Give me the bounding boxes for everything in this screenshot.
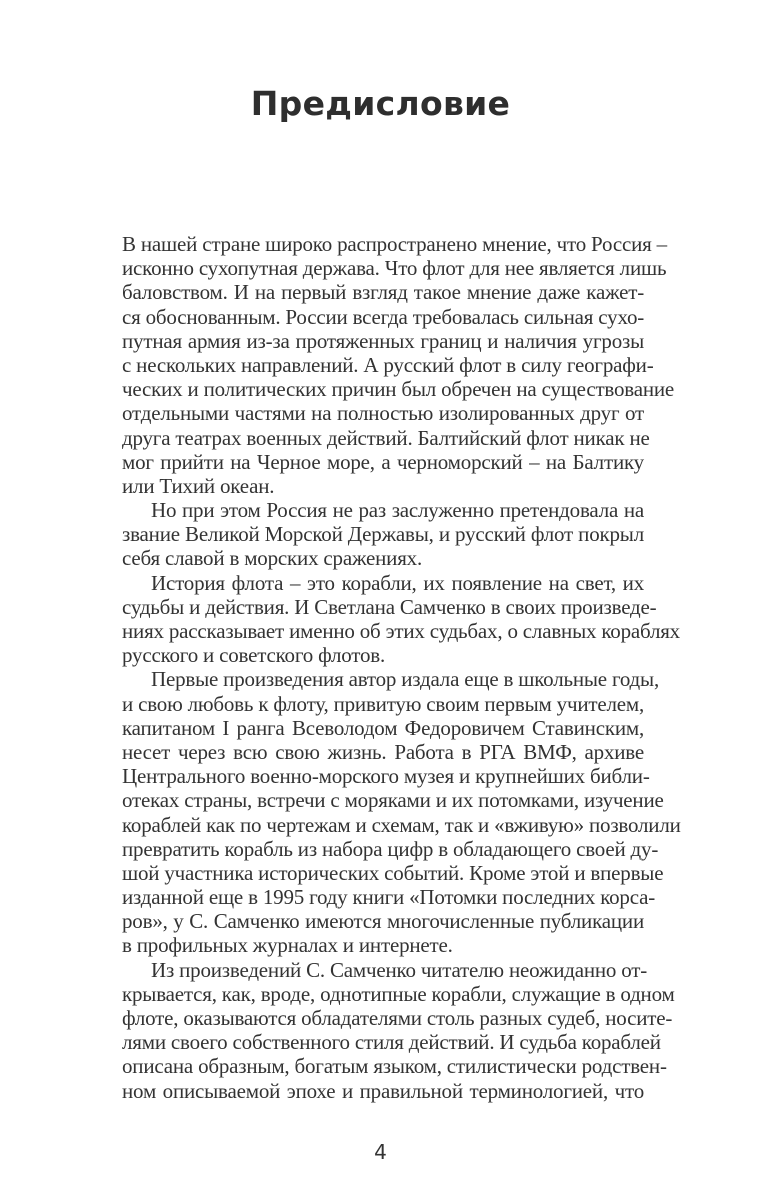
text-line: описана образным, богатым языком, стилистически родствен- [122,1054,667,1079]
text-line: и свою любовь к флоту, привитую своим первым учителем, [122,691,644,716]
text-line: Но при этом Россия не раз заслуженно претендовала на [151,498,644,523]
text-line: ном описываемой эпохе и правильной терминологией, что [122,1078,644,1103]
text-line: ческих и политических причин был обречен на существование [122,377,675,402]
paragraph [122,232,675,498]
text-line: кораблей как по чертежам и схемам, так и «вживую» позволили [122,812,681,837]
text-line: судьбы и действия. И Светлана Самченко в своих произведе- [122,594,657,619]
page-title: Предисловие [250,84,511,123]
text-line: баловством. И на первый взгляд такое мнение даже кажет- [122,280,644,305]
text-line: звание Великой Морской Державы, и русский флот покрыл [122,522,644,547]
text-line: себя славой в морских сражениях. [122,546,422,571]
text-line: Центрального военно-морского музея и крупнейших библи- [122,764,650,789]
text-line: шой участника исторических событий. Кроме этой и впервые [122,860,664,885]
text-line: путная армия из-за протяженных границ и наличия угрозы [122,328,644,353]
text-line: или Тихий океан. [122,473,275,498]
text-line: История флота – это корабли, их появление на свет, их [151,570,644,595]
text-line: лями своего собственного стиля действий. И судьба кораблей [122,1030,661,1055]
text-line: флоте, оказываются обладателями столь разных судеб, носите- [122,1006,673,1030]
body-text [122,232,681,1103]
text-line: отеках страны, встречи с моряками и их потомками, изучение [122,788,664,813]
text-line: друга театрах военных действий. Балтийский флот никак не [122,425,650,450]
paragraph [122,957,675,1103]
text-line: ров», у С. Самченко имеются многочисленные публикации [122,909,644,934]
text-line: ся обоснованным. России всегда требовалась сильная сухо- [122,304,645,329]
text-line: в профильных журналах и интернете. [122,933,453,958]
paragraph [122,667,681,958]
text-line: русского и советского флотов. [122,643,386,668]
text-line: капитаном I ранга Всеволодом Федоровичем Ставинским, [122,715,644,740]
page-number: 4 [374,1140,387,1164]
text-line: крывается, как, вроде, однотипные корабли, служащие в одном [122,981,675,1006]
text-line: отдельными частями на полностью изолированных друг от [122,401,644,426]
text-line: мог прийти на Черное море, а черноморский – на Балтику [122,449,644,474]
text-line: превратить корабль из набора цифр в обладающего своей ду- [122,836,659,861]
text-line: с нескольких направлений. А русский флот в силу географи- [122,352,654,377]
text-line: Из произведений С. Самченко читателю неожиданно от- [151,957,648,982]
text-line: изданной еще в 1995 году книги «Потомки последних корса- [122,885,656,910]
text-line: В нашей стране широко распространено мнение, что Россия – [122,232,667,256]
text-line: исконно сухопутная держава. Что флот для нее является лишь [122,256,667,281]
paragraph [122,570,680,668]
text-line: ниях рассказывает именно об этих судьбах, о славных кораблях [122,619,680,643]
paragraph [122,498,644,571]
text-line: Первые произведения автор издала еще в школьные годы, [151,667,660,692]
text-line: несет через всю свою жизнь. Работа в РГА ВМФ, архиве [122,739,644,764]
